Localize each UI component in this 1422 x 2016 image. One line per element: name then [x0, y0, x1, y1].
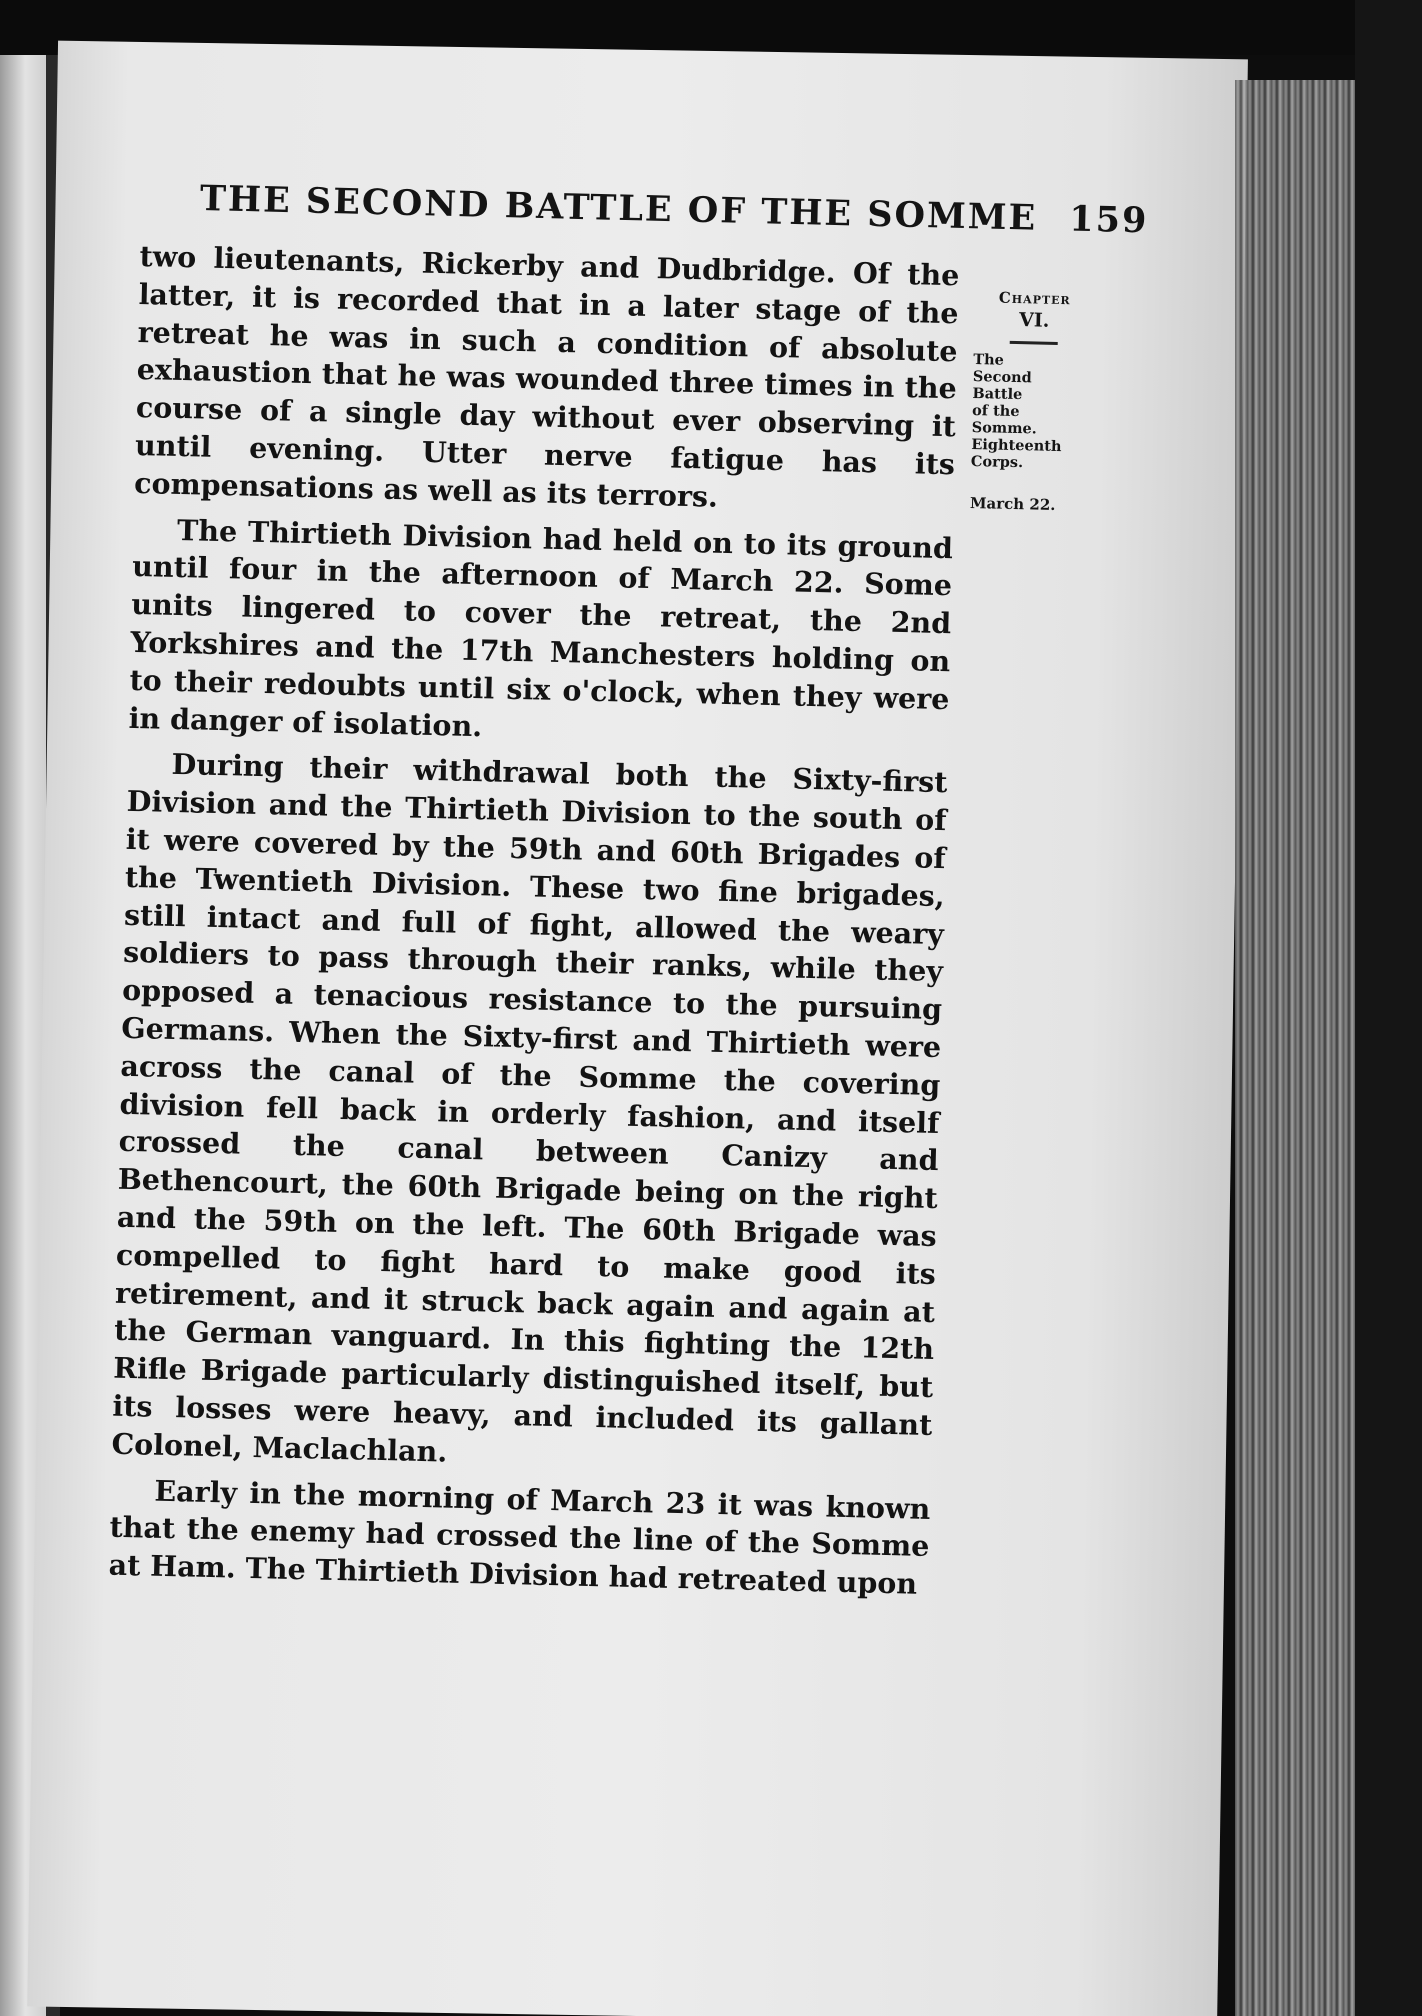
body-text	[108, 238, 960, 1612]
sidenote-line: of the	[971, 401, 1020, 421]
sidenote-line: Battle	[972, 384, 1023, 404]
paragraph: Early in the morning of March 23 it was known that the enemy had crossed the line of the Somme at Ham. The Thirtieth Division had retreated upon	[108, 1473, 931, 1601]
sidenote-line: Corps.	[970, 452, 1024, 472]
sidenote-line: Somme.	[971, 418, 1038, 438]
sidenote-chapter-number: VI.	[1018, 309, 1050, 332]
sidenote-line: The	[973, 350, 1005, 369]
sidenote-chapter-label: Chapter	[998, 288, 1071, 309]
paragraph: The Thirtieth Division had held on to its ground until four in the afternoon of March 22. Some units lingered to cover the retreat, the 2nd Yorkshires and the 17th Manchesters holding on to their redoubts until six o'clock, when they were in danger of isolation.	[128, 512, 954, 743]
scan-background-right	[1355, 0, 1422, 2016]
page-number: 159	[1068, 198, 1149, 242]
page-stack-edges	[1235, 80, 1355, 2016]
paragraph: During their withdrawal both the Sixty-first Division and the Thirtieth Division to the south of it were covered by the 59th and 60th Brigades of the Twentieth Division. These two fine brigades, still intact and full of fight, allowed the weary soldiers to pass through their ranks, while they opposed a tenacious resistance to the pursuing Germans. When the Sixty-first and Thirtieth were across the canal of the Somme the covering division fell back in orderly fashion, and itself crossed the canal between Canizy and Bethencourt, the 60th Brigade being on the right and the 59th on the left. The 60th Brigade was compelled to fight hard to make good its retirement, and it struck back again and again at the German vanguard. In this fighting the 12th Rifle Brigade particularly distinguished itself, but its losses were heavy, and included its gallant Colonel, Maclachlan.	[111, 747, 948, 1469]
margin-sidenote	[970, 288, 1095, 515]
sidenote-line: Eighteenth	[971, 435, 1062, 456]
sidenote-date: March 22.	[969, 493, 1056, 514]
running-head-title: THE SECOND BATTLE OF THE SOMME	[199, 178, 1038, 239]
sidenote-line: Second	[972, 367, 1032, 387]
sidenote-rule	[1010, 341, 1058, 345]
paragraph: two lieutenants, Rickerby and Dudbridge. Of the latter, it is recorded that in a later stage of the retreat he was in such a condition of absolute exhaustion that he was wounded three times in the course of a single day without ever observing it until evening. Utter nerve fatigue has its compensations as well as its terrors.	[133, 238, 960, 514]
